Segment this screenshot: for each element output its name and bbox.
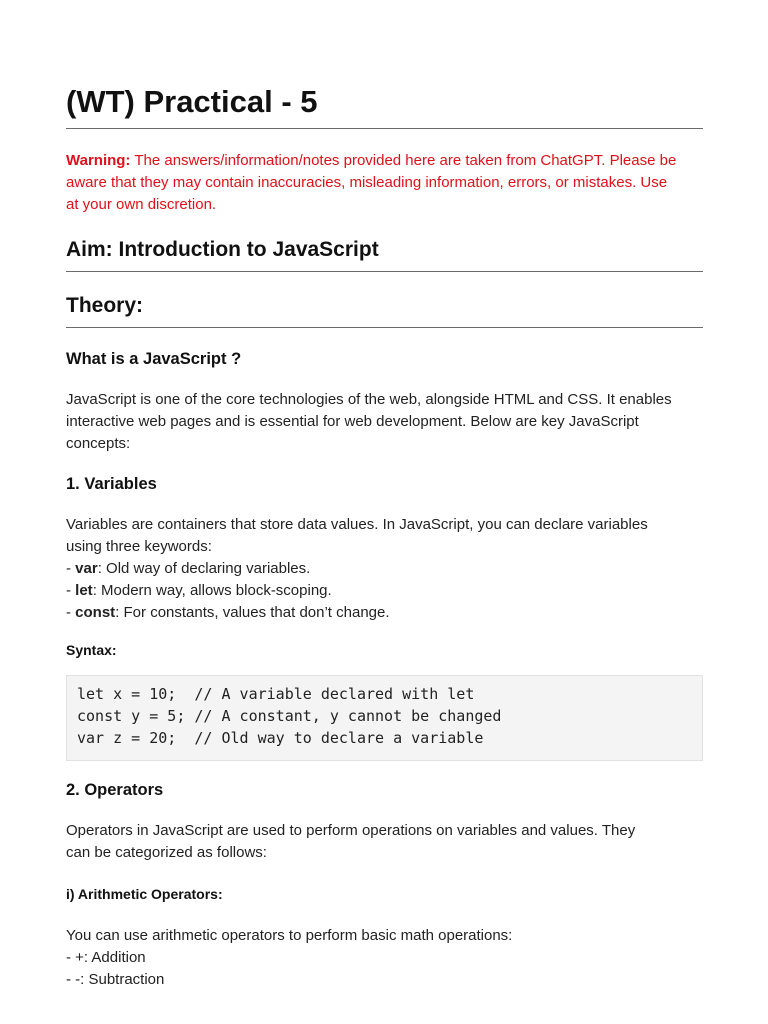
what-is-line: JavaScript is one of the core technologies of the web, alongside HTML and CSS. It enables bbox=[66, 391, 672, 408]
variables-heading: 1. Variables bbox=[66, 475, 157, 493]
variables-line: using three keywords: bbox=[66, 538, 212, 555]
operators-line: can be categorized as follows: bbox=[66, 844, 267, 861]
code-block bbox=[66, 675, 703, 761]
aim-divider bbox=[66, 271, 703, 272]
list-dash: - bbox=[66, 604, 76, 621]
operators-line: Operators in JavaScript are used to perform operations on variables and values. They bbox=[66, 822, 636, 839]
page-title: (WT) Practical - 5 bbox=[66, 84, 318, 119]
what-is-line: interactive web pages and is essential for web development. Below are key JavaScript bbox=[66, 413, 639, 430]
variables-item-var bbox=[66, 558, 696, 580]
keyword-desc: : Old way of declaring variables. bbox=[97, 560, 311, 577]
syntax-label: Syntax: bbox=[66, 642, 117, 658]
warning-text-2: aware that they may contain inaccuracies, misleading information, errors, or mistakes. Use bbox=[66, 174, 668, 191]
variables-paragraph bbox=[66, 514, 696, 624]
what-is-line: concepts: bbox=[66, 435, 131, 452]
theory-heading: Theory: bbox=[66, 294, 144, 317]
operators-heading: 2. Operators bbox=[66, 781, 164, 799]
variables-item-const bbox=[66, 602, 696, 624]
keyword-desc: : For constants, values that don’t change. bbox=[115, 604, 390, 621]
variables-item-let bbox=[66, 580, 696, 602]
keyword-const: const bbox=[75, 604, 116, 621]
what-is-paragraph bbox=[66, 389, 696, 455]
operators-paragraph bbox=[66, 820, 696, 864]
warning-text-3: at your own discretion. bbox=[66, 196, 217, 213]
arithmetic-heading: i) Arithmetic Operators: bbox=[66, 886, 223, 902]
keyword-desc: : Modern way, allows block-scoping. bbox=[92, 582, 332, 599]
arithmetic-item-subtraction: - -: Subtraction bbox=[66, 971, 165, 988]
code-line: let x = 10; // A variable declared with let bbox=[77, 685, 475, 703]
what-is-heading: What is a JavaScript ? bbox=[66, 350, 242, 368]
keyword-let: let bbox=[75, 582, 93, 599]
code-line: const y = 5; // A constant, y cannot be changed bbox=[77, 707, 502, 725]
aim-heading: Aim: Introduction to JavaScript bbox=[66, 238, 379, 261]
arithmetic-paragraph bbox=[66, 925, 696, 991]
list-dash: - bbox=[66, 582, 76, 599]
warning-notice bbox=[66, 150, 703, 216]
arithmetic-item-addition: - +: Addition bbox=[66, 949, 146, 966]
warning-label: Warning: bbox=[66, 152, 131, 169]
warning-text-1: The answers/information/notes provided here are taken from ChatGPT. Please be bbox=[130, 152, 677, 169]
list-dash: - bbox=[66, 560, 76, 577]
code-line: var z = 20; // Old way to declare a variable bbox=[77, 729, 484, 747]
keyword-var: var bbox=[75, 560, 98, 577]
theory-divider bbox=[66, 327, 703, 328]
title-divider bbox=[66, 128, 703, 129]
arithmetic-intro: You can use arithmetic operators to perform basic math operations: bbox=[66, 927, 513, 944]
variables-line: Variables are containers that store data values. In JavaScript, you can declare variables bbox=[66, 516, 648, 533]
